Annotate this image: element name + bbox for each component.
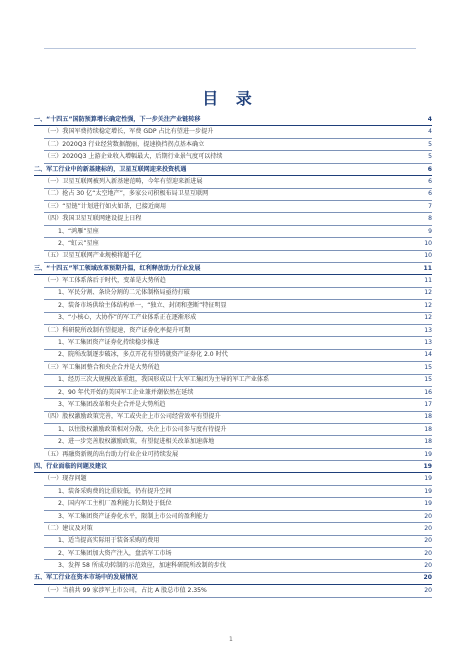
- toc-entry-level-1[interactable]: [34, 461, 432, 473]
- toc-entry-text: 3、军工集团资产证券化水平，限制上市公司的盈利能力: [58, 512, 209, 520]
- toc-entry-level-2[interactable]: [34, 201, 432, 213]
- toc-entry-page-number: 11: [424, 277, 432, 285]
- toc-entry-level-2[interactable]: [34, 139, 432, 151]
- toc-entry-level-3[interactable]: [34, 399, 432, 411]
- toc-entry-level-3[interactable]: [34, 511, 432, 523]
- toc-entry-level-2[interactable]: [34, 151, 432, 163]
- toc-entry-text: （一）卫星互联网被列入新基建范畴，今年有望迎来新进展: [44, 177, 203, 185]
- toc-entry-page-number: 20: [424, 512, 432, 520]
- toc-entry-text: （三）“星链”计划进行如火如荼，已接近商用: [44, 202, 167, 210]
- toc-entry-level-3[interactable]: [34, 300, 432, 312]
- toc-entry-page-number: 6: [428, 177, 432, 185]
- toc-entry-text: 四、行业面临的问题及建议: [34, 462, 108, 470]
- toc-entry-page-number: 15: [424, 376, 432, 384]
- toc-entry-level-3[interactable]: [34, 486, 432, 498]
- toc-entry-page-number: 20: [424, 549, 432, 557]
- toc-entry-text: （二）科研院所改制有望提速，资产证券化率提升可期: [44, 326, 191, 334]
- toc-entry-page-number: 19: [424, 487, 432, 495]
- toc-entry-level-2[interactable]: [34, 188, 432, 200]
- toc-entry-page-number: 18: [424, 413, 432, 421]
- toc-entry-page-number: 10: [424, 239, 432, 247]
- toc-entry-level-3[interactable]: [34, 238, 432, 250]
- toc-entry-text: 3、“小核心，大协作”的军工产业体系正在逐渐形成: [58, 314, 197, 322]
- toc-entry-page-number: 11: [423, 264, 432, 272]
- toc-entry-level-2[interactable]: [34, 411, 432, 423]
- toc-entry-level-2[interactable]: [34, 250, 432, 262]
- toc-entry-page-number: 20: [424, 537, 432, 545]
- page-title: 目 录: [202, 89, 258, 108]
- toc-entry-page-number: 6: [427, 165, 432, 173]
- page-footer-mark: 1: [229, 636, 233, 643]
- toc-entry-page-number: 14: [424, 351, 432, 359]
- toc-entry-text: 3、军工集团改革和央企合并是大势所趋: [58, 400, 166, 408]
- toc-entry-level-3[interactable]: [34, 312, 432, 324]
- toc-entry-page-number: 15: [424, 363, 432, 371]
- toc-entry-page-number: 20: [424, 562, 432, 570]
- toc-entry-text: 2、进一步完善股权激励政策，有望促进相关改革加速落地: [58, 438, 215, 446]
- toc-entry-text: 一、“十四五”国防预算增长确定性强，下一步关注产业链转移: [34, 116, 201, 123]
- toc-entry-level-2[interactable]: [34, 362, 432, 374]
- toc-entry-text: （一）现存问题: [44, 475, 87, 483]
- toc-entry-level-3[interactable]: [34, 374, 432, 386]
- toc-entry-page-number: 20: [424, 586, 432, 594]
- toc-entry-text: 1、以往股权激励政策相对分散，央企上市公司参与度有待提升: [58, 425, 227, 433]
- toc-entry-level-3[interactable]: [34, 287, 432, 299]
- toc-entry-text: 二、军工行业中的新基建标的，卫星互联网迎来投资机遇: [34, 165, 187, 173]
- toc-entry-text: （四）股权激励政策完善，军工或央企上市公司经营效率有望提升: [44, 413, 221, 421]
- toc-entry-text: 1、军民分割、条块分割的二元体制格局亟待打破: [58, 289, 190, 297]
- toc-entry-page-number: 12: [424, 314, 432, 322]
- toc-entry-text: （一）我国军费持续稳定增长，军费 GDP 占比有望进一步提升: [44, 128, 214, 136]
- toc-entry-page-number: 17: [424, 400, 432, 408]
- toc-entry-level-1[interactable]: [34, 164, 432, 176]
- toc-entry-page-number: 13: [424, 326, 432, 334]
- toc-entry-level-3[interactable]: [34, 337, 432, 349]
- toc-entry-level-2[interactable]: [34, 473, 432, 485]
- toc-entry-level-1[interactable]: [34, 572, 432, 584]
- toc-entry-level-3[interactable]: [34, 424, 432, 436]
- toc-entry-page-number: 20: [424, 524, 432, 532]
- toc-entry-page-number: 8: [428, 215, 432, 223]
- toc-entry-text: 3、发挥 58 所成功转制的示范效应，加速科研院所改制的步伐: [58, 562, 226, 570]
- toc-entry-text: （二）2020Q3 行业经营数据靓丽，提速换挡拐点基本确立: [44, 140, 205, 148]
- toc-entry-text: （一）军工体系落后于时代，变革是大势所趋: [44, 277, 166, 285]
- toc-entry-page-number: 7: [428, 202, 432, 210]
- toc-entry-text: 2、院所改制逐步破冰，多点开花有望铸就资产证券化 2.0 时代: [58, 351, 228, 359]
- toc-entry-text: 1、适当提高实际用于装备采购的费用: [58, 537, 160, 545]
- toc-entry-level-2[interactable]: [34, 585, 432, 597]
- toc-entry-page-number: 6: [428, 190, 432, 198]
- table-of-contents: [34, 114, 432, 597]
- toc-entry-page-number: 4: [428, 128, 432, 136]
- toc-entry-level-2[interactable]: [34, 176, 432, 188]
- toc-entry-level-1[interactable]: [34, 263, 432, 275]
- toc-entry-page-number: 16: [424, 388, 432, 396]
- toc-entry-text: 1、经历三次大规模改革重组，我国形成以十大军工集团为主导的军工产业体系: [58, 376, 270, 384]
- toc-entry-text: 2、国内军工主机厂盈利能力长期处于低位: [58, 500, 172, 508]
- toc-entry-page-number: 18: [424, 438, 432, 446]
- toc-entry-text: （五）卫星互联网产业规模将超千亿: [44, 252, 142, 260]
- toc-entry-page-number: 5: [428, 153, 432, 161]
- toc-entry-level-2[interactable]: [34, 325, 432, 337]
- toc-entry-text: （五）再融资新规的出台助力行业企业可持续发展: [44, 450, 179, 458]
- toc-entry-text: 三、“十四五”军工领域改革预期升温，红利释放助力行业发展: [34, 264, 201, 272]
- toc-entry-page-number: 19: [424, 500, 432, 508]
- toc-entry-page-number: 20: [423, 574, 432, 582]
- toc-entry-text: 1、装备采购费的比重较低，仍有提升空间: [58, 487, 172, 495]
- toc-entry-page-number: 19: [423, 462, 432, 470]
- toc-entry-level-2[interactable]: [34, 126, 432, 138]
- toc-entry-text: （二）抢占 30 亿“太空地产”，多家公司积极布局卫星互联网: [44, 190, 209, 198]
- header-rule: [44, 48, 416, 49]
- toc-entry-page-number: 13: [424, 339, 432, 347]
- toc-entry-level-2[interactable]: [34, 213, 432, 225]
- toc-entry-page-number: 4: [427, 116, 432, 123]
- toc-entry-level-2[interactable]: [34, 449, 432, 461]
- toc-entry-page-number: 10: [424, 252, 432, 260]
- toc-entry-text: （三）2020Q3 上游企业收入增幅最大，后期行业景气度可以持续: [44, 153, 223, 161]
- toc-entry-text: （一）当前共 99 家涉军上市公司，占比 A 股总市值 2.35%: [44, 586, 207, 594]
- toc-entry-text: 2、军工集团加大资产注入，盘活军工市场: [58, 549, 172, 557]
- toc-entry-level-1[interactable]: [34, 114, 432, 126]
- toc-entry-level-3[interactable]: [34, 498, 432, 510]
- toc-entry-text: 2、“虹云”星座: [58, 239, 99, 247]
- toc-entry-text: （三）军工集团整合和央企合并是大势所趋: [44, 363, 160, 371]
- toc-entry-level-3[interactable]: [34, 560, 432, 572]
- toc-entry-level-3[interactable]: [34, 226, 432, 238]
- toc-entry-level-3[interactable]: [34, 349, 432, 361]
- toc-entry-text: 2、90 年代开始的美国军工企业兼并潮依然在延续: [58, 388, 194, 396]
- toc-entry-page-number: 19: [424, 475, 432, 483]
- toc-entry-level-3[interactable]: [34, 535, 432, 547]
- toc-entry-page-number: 9: [428, 227, 432, 235]
- toc-entry-text: 五、军工行业在资本市场中的发展情况: [34, 574, 138, 582]
- toc-entry-level-3[interactable]: [34, 548, 432, 560]
- toc-entry-level-2[interactable]: [34, 275, 432, 287]
- toc-entry-text: 1、军工集团资产证券化持续稳步推进: [58, 339, 160, 347]
- toc-entry-page-number: 12: [424, 289, 432, 297]
- toc-entry-page-number: 5: [428, 140, 432, 148]
- toc-entry-page-number: 18: [424, 425, 432, 433]
- toc-entry-text: （二）建议及对策: [44, 524, 93, 532]
- toc-entry-level-2[interactable]: [34, 523, 432, 535]
- toc-entry-level-3[interactable]: [34, 436, 432, 448]
- toc-entry-text: 2、装备市场供给主体结构单一，“独立、封闭和垄断”特征明显: [58, 301, 227, 309]
- toc-entry-level-3[interactable]: [34, 387, 432, 399]
- toc-entry-page-number: 12: [424, 301, 432, 309]
- toc-entry-page-number: 19: [424, 450, 432, 458]
- toc-entry-text: （四）我国卫星互联网建设提上日程: [44, 215, 142, 223]
- toc-entry-text: 1、“鸿雁”星座: [58, 227, 99, 235]
